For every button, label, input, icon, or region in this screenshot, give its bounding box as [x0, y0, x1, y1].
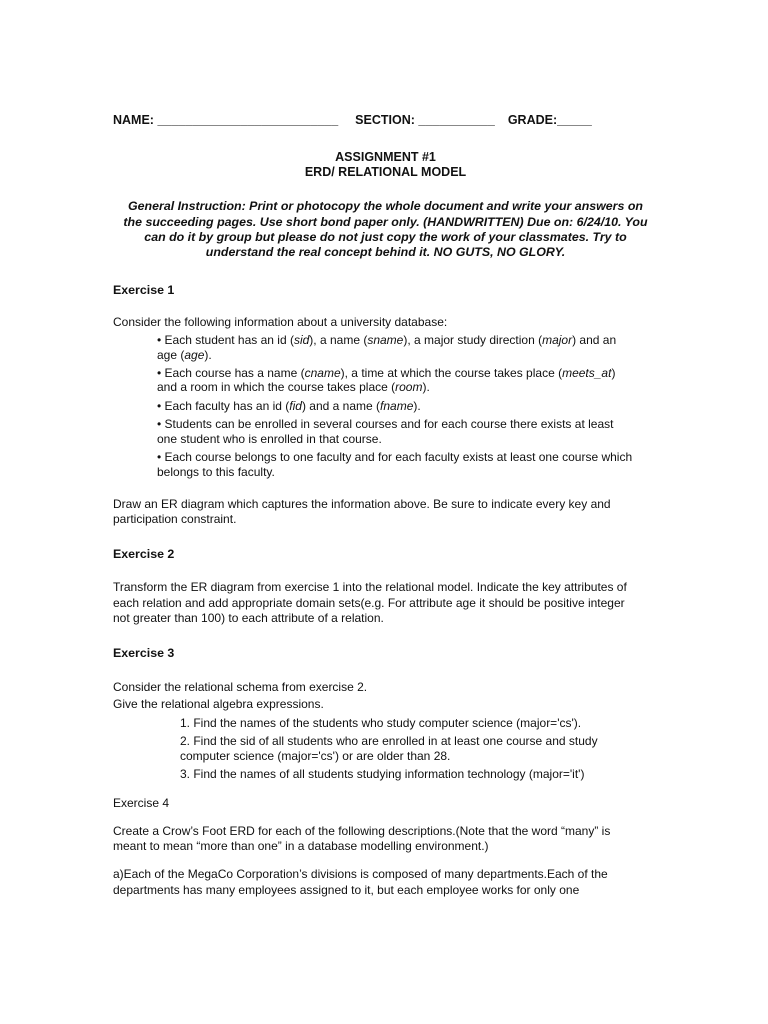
instruction-line: understand the real concept behind it. NO GUTS, NO GLORY. [205, 245, 566, 259]
exercise-2-text: not greater than 100) to each attribute of a relation. [113, 611, 384, 625]
assignment-title: ASSIGNMENT #1 [335, 150, 436, 164]
name-field: NAME: __________________________ [113, 113, 339, 127]
section-field: SECTION: ___________ [355, 113, 495, 127]
exercise-4-heading: Exercise 4 [113, 796, 170, 810]
assignment-subtitle: ERD/ RELATIONAL MODEL [304, 165, 467, 179]
exercise-1-intro: Consider the following information about a university database: [113, 315, 448, 329]
exercise-3-question: 3. Find the names of all students studying information technology (major='it') [180, 767, 585, 781]
exercise-1-heading: Exercise 1 [113, 283, 175, 297]
exercise-3-question: 2. Find the sid of all students who are enrolled in at least one course and study [180, 734, 598, 748]
exercise-3-text: Give the relational algebra expressions. [113, 697, 324, 711]
bullet-belongs-cont: belongs to this faculty. [157, 465, 275, 479]
instruction-line: the succeeding pages. Use short bond paper only. (HANDWRITTEN) Due on: 6/24/10. You [123, 215, 648, 229]
exercise-4-text: Create a Crow’s Foot ERD for each of the following descriptions.(Note that the word “many” is [113, 824, 611, 838]
bullet-enrollment-cont: one student who is enrolled in that course. [157, 432, 382, 446]
exercise-4-item-a: a)Each of the MegaCo Corporation’s divisions is composed of many departments.Each of the [113, 867, 608, 881]
instruction-line: can do it by group but please do not just copy the work of your classmates. Try to [144, 230, 627, 244]
exercise-3-text: Consider the relational schema from exercise 2. [113, 680, 368, 694]
bullet-course: • Each course has a name (cname), a time at which the course takes place (meets_at) [157, 366, 616, 380]
exercise-3-question-cont: computer science (major='cs') or are older than 28. [180, 749, 451, 763]
exercise-4-text: meant to mean “more than one” in a database modelling environment.) [113, 839, 489, 853]
bullet-course-cont: and a room in which the course takes place (room). [157, 380, 430, 394]
exercise-3-heading: Exercise 3 [113, 646, 175, 660]
exercise-2-text: Transform the ER diagram from exercise 1 into the relational model. Indicate the key attributes of [113, 580, 627, 594]
exercise-1-task: Draw an ER diagram which captures the information above. Be sure to indicate every key and [113, 497, 611, 511]
grade-field: GRADE:_____ [507, 113, 592, 127]
exercise-1-task-cont: participation constraint. [113, 512, 237, 526]
bullet-enrollment: • Students can be enrolled in several courses and for each course there exists at least [157, 417, 614, 431]
bullet-faculty: • Each faculty has an id (fid) and a name (fname). [157, 399, 421, 413]
header-row [113, 112, 658, 128]
exercise-2-heading: Exercise 2 [113, 547, 175, 561]
exercise-2-text: each relation and add appropriate domain sets(e.g. For attribute age it should be positive integer [113, 596, 625, 610]
bullet-belongs: • Each course belongs to one faculty and for each faculty exists at least one course which [157, 450, 633, 464]
exercise-4-item-a-cont: departments has many employees assigned to it, but each employee works for only one [113, 883, 580, 897]
instruction-line: General Instruction: Print or photocopy the whole document and write your answers on [128, 199, 643, 213]
bullet-student: • Each student has an id (sid), a name (sname), a major study direction (major) and an [157, 333, 617, 347]
bullet-student-cont: age (age). [157, 348, 212, 362]
exercise-3-question: 1. Find the names of the students who study computer science (major='cs'). [180, 716, 582, 730]
